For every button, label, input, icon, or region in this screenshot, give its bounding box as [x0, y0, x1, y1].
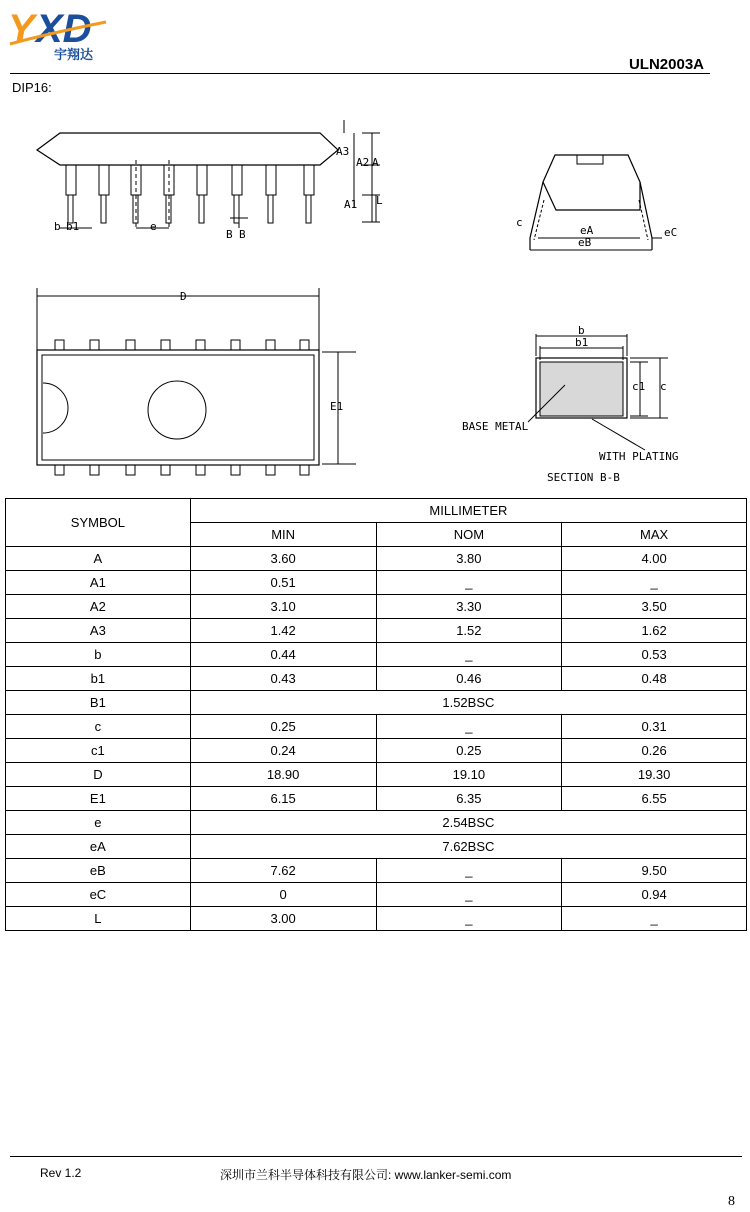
max-cell: 9.50 — [562, 859, 747, 883]
symbol-cell: A — [6, 547, 191, 571]
label-section-b: b — [578, 324, 585, 337]
table-row — [6, 547, 747, 571]
max-cell: 3.50 — [562, 595, 747, 619]
label-c: c — [516, 216, 523, 229]
label-A3: A3 — [336, 145, 350, 158]
table-row — [6, 643, 747, 667]
max-cell: 0.94 — [562, 883, 747, 907]
nom-cell: _ — [376, 883, 562, 907]
nom-cell: 1.52 — [376, 619, 562, 643]
col-nom-header: NOM — [376, 523, 562, 547]
label-E1: E1 — [330, 400, 344, 413]
value-cell-merged: 1.52BSC — [190, 691, 746, 715]
label-section-bb: SECTION B-B — [547, 471, 620, 484]
max-cell: 0.48 — [562, 667, 747, 691]
label-section-b1: b1 — [575, 336, 589, 349]
package-label: DIP16: — [12, 80, 52, 95]
symbol-cell: D — [6, 763, 191, 787]
min-cell: 0.24 — [190, 739, 376, 763]
max-cell: 0.26 — [562, 739, 747, 763]
section-view — [528, 334, 668, 450]
col-min-header: MIN — [190, 523, 376, 547]
table-row — [6, 883, 747, 907]
label-L: L — [376, 194, 383, 207]
symbol-cell: B1 — [6, 691, 191, 715]
max-cell: 0.31 — [562, 715, 747, 739]
symbol-cell: c1 — [6, 739, 191, 763]
symbol-cell: A3 — [6, 619, 191, 643]
symbol-cell: A2 — [6, 595, 191, 619]
label-B-left: B — [226, 228, 233, 241]
nom-cell: 3.30 — [376, 595, 562, 619]
symbol-cell: eA — [6, 835, 191, 859]
symbol-cell: c — [6, 715, 191, 739]
min-cell: 3.10 — [190, 595, 376, 619]
symbol-cell: b1 — [6, 667, 191, 691]
footer-company: 深圳市兰科半导体科技有限公司: www.lanker-semi.com — [220, 1168, 512, 1182]
symbol-header: SYMBOL — [6, 499, 191, 547]
min-cell: 18.90 — [190, 763, 376, 787]
svg-text:Y: Y — [8, 7, 35, 51]
symbol-cell: eC — [6, 883, 191, 907]
dimension-table — [5, 498, 747, 931]
end-view-labels — [516, 216, 677, 249]
label-A: A — [372, 156, 379, 169]
label-b1: b1 — [66, 220, 80, 233]
side-view-labels — [54, 145, 383, 241]
min-cell: 3.00 — [190, 907, 376, 931]
min-cell: 0 — [190, 883, 376, 907]
nom-cell: 6.35 — [376, 787, 562, 811]
unit-header: MILLIMETER — [190, 499, 746, 523]
top-view — [37, 288, 356, 475]
table-row — [6, 907, 747, 931]
value-cell-merged: 7.62BSC — [190, 835, 746, 859]
max-cell: 1.62 — [562, 619, 747, 643]
table-row — [6, 739, 747, 763]
part-number: ULN2003A — [628, 56, 704, 73]
table-row — [6, 787, 747, 811]
label-A1: A1 — [344, 198, 358, 211]
symbol-cell: A1 — [6, 571, 191, 595]
value-cell-merged: 2.54BSC — [190, 811, 746, 835]
label-eA: eA — [580, 224, 594, 237]
logo-subtitle: 宇翔达 — [54, 48, 94, 62]
nom-cell: _ — [376, 643, 562, 667]
table-row — [6, 811, 747, 835]
table-row — [6, 667, 747, 691]
max-cell: 0.53 — [562, 643, 747, 667]
footer-divider — [10, 1156, 742, 1157]
top-view-pins-top — [55, 340, 309, 350]
nom-cell: 0.46 — [376, 667, 562, 691]
max-cell: 19.30 — [562, 763, 747, 787]
nom-cell: _ — [376, 907, 562, 931]
symbol-cell: L — [6, 907, 191, 931]
min-cell: 0.51 — [190, 571, 376, 595]
label-c1: c1 — [632, 380, 646, 393]
company-logo — [6, 4, 116, 62]
label-eB: eB — [578, 236, 592, 249]
table-row — [6, 691, 747, 715]
symbol-cell: eB — [6, 859, 191, 883]
min-cell: 6.15 — [190, 787, 376, 811]
revision: Rev 1.2 — [40, 1166, 82, 1180]
min-cell: 0.25 — [190, 715, 376, 739]
header-divider — [10, 73, 710, 74]
min-cell: 0.43 — [190, 667, 376, 691]
nom-cell: 0.25 — [376, 739, 562, 763]
side-view-pins — [66, 165, 314, 223]
symbol-cell: b — [6, 643, 191, 667]
label-with-plating: WITH PLATING — [599, 450, 679, 463]
svg-text:XD: XD — [36, 7, 92, 51]
label-b: b — [54, 220, 61, 233]
max-cell: 4.00 — [562, 547, 747, 571]
symbol-cell: e — [6, 811, 191, 835]
top-view-pins-bottom — [55, 465, 309, 475]
col-max-header: MAX — [562, 523, 747, 547]
table-row — [6, 619, 747, 643]
nom-cell: _ — [376, 715, 562, 739]
table-row — [6, 571, 747, 595]
label-B-right: B — [239, 228, 246, 241]
table-row — [6, 835, 747, 859]
nom-cell: _ — [376, 859, 562, 883]
label-base-metal: BASE METAL — [462, 420, 529, 433]
side-view — [37, 120, 380, 228]
label-section-c: c — [660, 380, 667, 393]
max-cell: 6.55 — [562, 787, 747, 811]
label-A2: A2 — [356, 156, 370, 169]
table-row — [6, 715, 747, 739]
nom-cell: 3.80 — [376, 547, 562, 571]
symbol-cell: E1 — [6, 787, 191, 811]
table-row — [6, 595, 747, 619]
min-cell: 1.42 — [190, 619, 376, 643]
table-row — [6, 859, 747, 883]
label-eC: eC — [664, 226, 678, 239]
min-cell: 0.44 — [190, 643, 376, 667]
nom-cell: 19.10 — [376, 763, 562, 787]
table-header-row — [6, 499, 747, 523]
label-e: e — [150, 220, 157, 233]
min-cell: 7.62 — [190, 859, 376, 883]
label-D: D — [180, 290, 187, 303]
max-cell: _ — [562, 907, 747, 931]
package-drawing — [0, 100, 750, 495]
max-cell: _ — [562, 571, 747, 595]
page-number: 8 — [728, 1194, 735, 1209]
table-row — [6, 763, 747, 787]
end-view — [530, 155, 662, 250]
min-cell: 3.60 — [190, 547, 376, 571]
nom-cell: _ — [376, 571, 562, 595]
